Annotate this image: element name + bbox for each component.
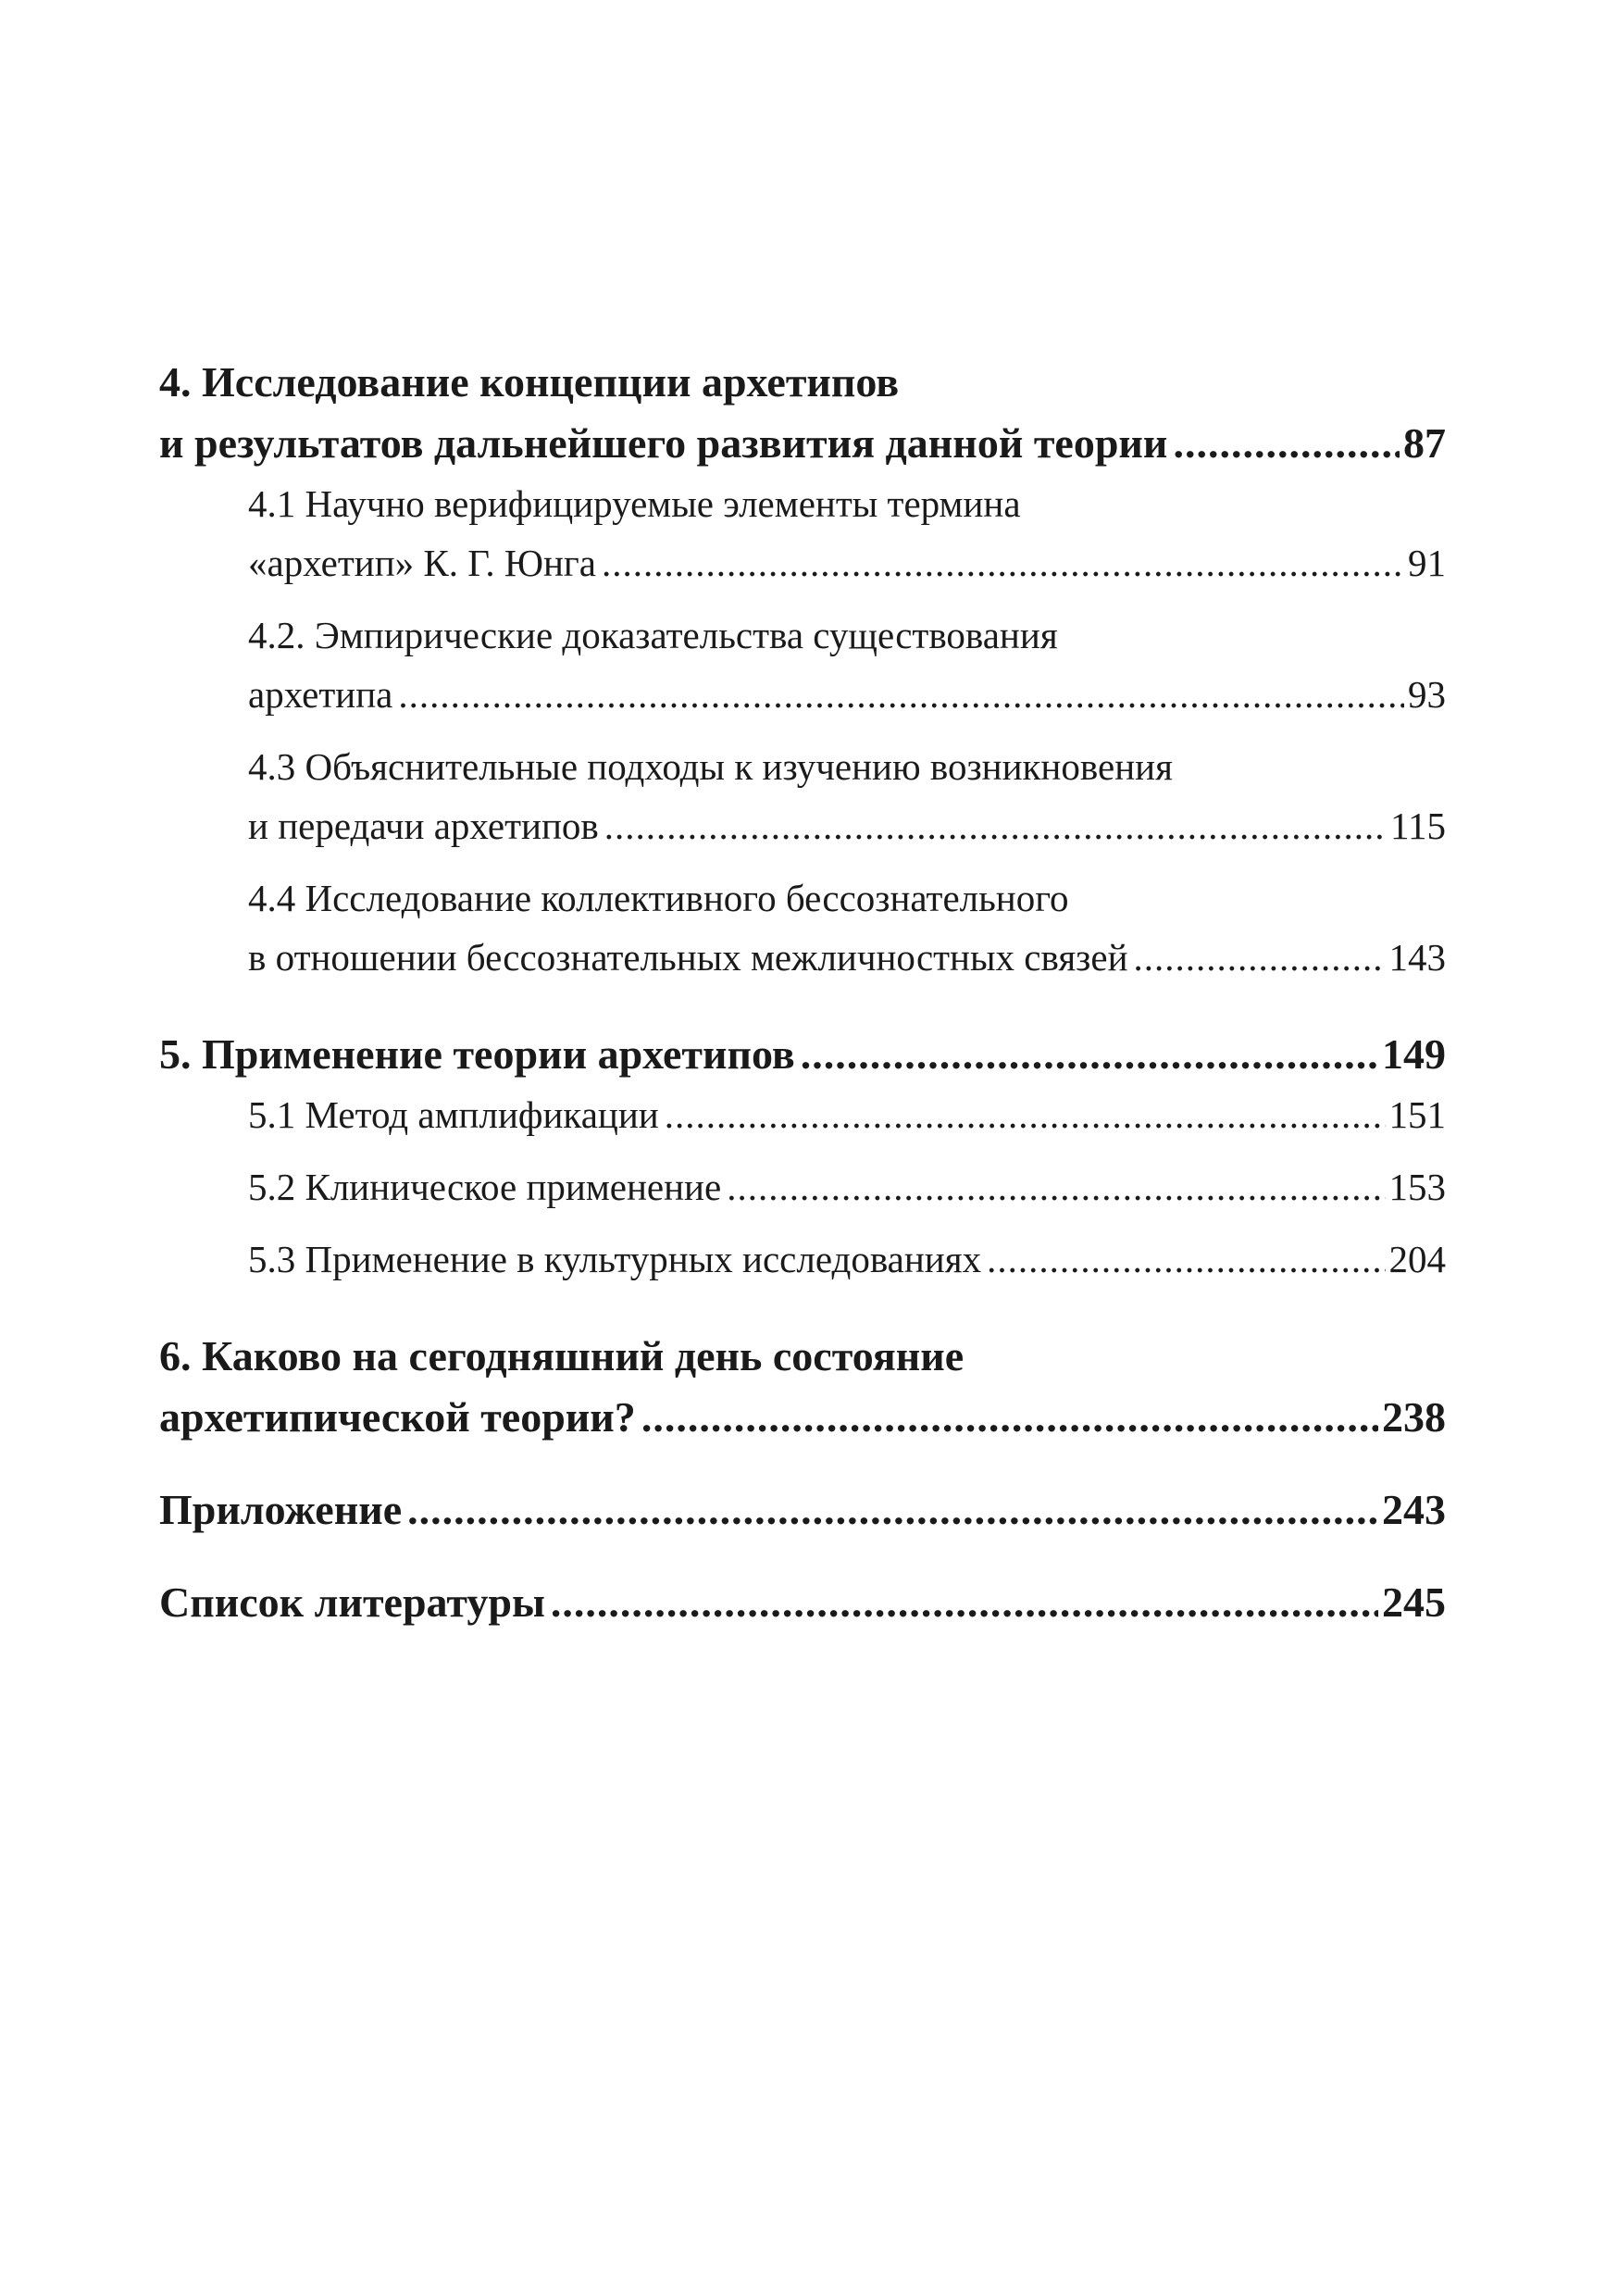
chapter-title-text: архетипической теории? <box>159 1393 636 1441</box>
page-number: 149 <box>1382 1030 1446 1078</box>
section-title-line <box>248 1157 1446 1217</box>
dot-leader <box>665 1085 1386 1144</box>
toc-appendix[interactable] <box>159 1479 1446 1541</box>
page-number: 91 <box>1408 542 1446 584</box>
section-title-line1: 4.3 Объяснительные подходы к изучению возникновения <box>248 745 1173 788</box>
dot-leader <box>551 1572 1378 1633</box>
dot-leader <box>801 1024 1378 1085</box>
toc-bibliography[interactable] <box>159 1572 1446 1633</box>
dot-leader <box>407 1479 1378 1541</box>
section-title-line2 <box>248 796 1446 855</box>
spacer <box>159 1289 1446 1326</box>
table-of-contents <box>159 352 1446 1633</box>
toc-section-5-1[interactable] <box>248 1085 1446 1144</box>
spacer <box>159 1541 1446 1572</box>
toc-section-4-1[interactable] <box>248 474 1446 593</box>
toc-section-5-3[interactable] <box>248 1229 1446 1289</box>
section-title-text: 5.3 Применение в культурных исследованиях <box>248 1238 982 1280</box>
chapter-title-line <box>159 1479 1446 1541</box>
section-title-line <box>248 1229 1446 1289</box>
toc-chapter-5-sections <box>248 1085 1446 1289</box>
section-title-line1: 4.1 Научно верифицируемые элементы термина <box>248 482 1021 525</box>
dot-leader <box>602 533 1404 593</box>
section-title-text: «архетип» К. Г. Юнга <box>248 542 596 584</box>
chapter-title-line <box>159 1572 1446 1633</box>
dot-leader <box>1134 928 1386 987</box>
dot-leader <box>398 665 1404 724</box>
page-number: 93 <box>1408 673 1446 716</box>
chapter-title-line2 <box>159 1387 1446 1448</box>
section-title-line2 <box>248 928 1446 987</box>
page-number: 245 <box>1382 1578 1446 1626</box>
section-title-line1: 4.4 Исследование коллективного бессознательного <box>248 877 1069 919</box>
section-title-line1: 4.2. Эмпирические доказательства существования <box>248 614 1058 656</box>
dot-leader <box>641 1387 1378 1448</box>
spacer <box>159 987 1446 1024</box>
page-number: 204 <box>1388 1238 1446 1280</box>
dot-leader <box>987 1229 1385 1289</box>
toc-chapter-5[interactable] <box>159 1024 1446 1085</box>
section-title-text: и передачи архетипов <box>248 805 599 847</box>
chapter-title-text: Список литературы <box>159 1578 545 1626</box>
dot-leader <box>727 1157 1385 1217</box>
page-number: 151 <box>1388 1093 1446 1136</box>
section-title-text: 5.2 Клиническое применение <box>248 1166 722 1208</box>
page-number: 153 <box>1388 1166 1446 1208</box>
page-number: 87 <box>1403 419 1446 467</box>
chapter-title-text: и результатов дальнейшего развития данной теории <box>159 419 1168 467</box>
chapter-title-line1: 4. Исследование концепции архетипов <box>159 358 900 406</box>
toc-chapter-4-sections <box>248 474 1446 987</box>
toc-chapter-4[interactable] <box>159 352 1446 474</box>
section-title-text: в отношении бессознательных межличностных связей <box>248 936 1128 979</box>
section-title-text: 5.1 Метод амплификации <box>248 1093 659 1136</box>
toc-section-4-4[interactable] <box>248 868 1446 987</box>
page-number: 238 <box>1382 1393 1446 1441</box>
section-title-text: архетипа <box>248 673 393 716</box>
toc-chapter-6[interactable] <box>159 1326 1446 1448</box>
toc-section-5-2[interactable] <box>248 1157 1446 1217</box>
page-number: 143 <box>1388 936 1446 979</box>
section-title-line2 <box>248 665 1446 724</box>
toc-section-4-3[interactable] <box>248 737 1446 855</box>
toc-section-4-2[interactable] <box>248 605 1446 724</box>
page-number: 243 <box>1382 1486 1446 1533</box>
spacer <box>159 1448 1446 1479</box>
page-number: 115 <box>1390 805 1446 847</box>
dot-leader <box>604 796 1387 855</box>
chapter-title-line2 <box>159 413 1446 474</box>
section-title-line2 <box>248 533 1446 593</box>
chapter-title-line <box>159 1024 1446 1085</box>
chapter-title-text: 5. Применение теории архетипов <box>159 1030 795 1078</box>
dot-leader <box>1173 413 1400 474</box>
chapter-title-line1: 6. Каково на сегодняшний день состояние <box>159 1332 965 1379</box>
chapter-title-text: Приложение <box>159 1486 403 1533</box>
section-title-line <box>248 1085 1446 1144</box>
